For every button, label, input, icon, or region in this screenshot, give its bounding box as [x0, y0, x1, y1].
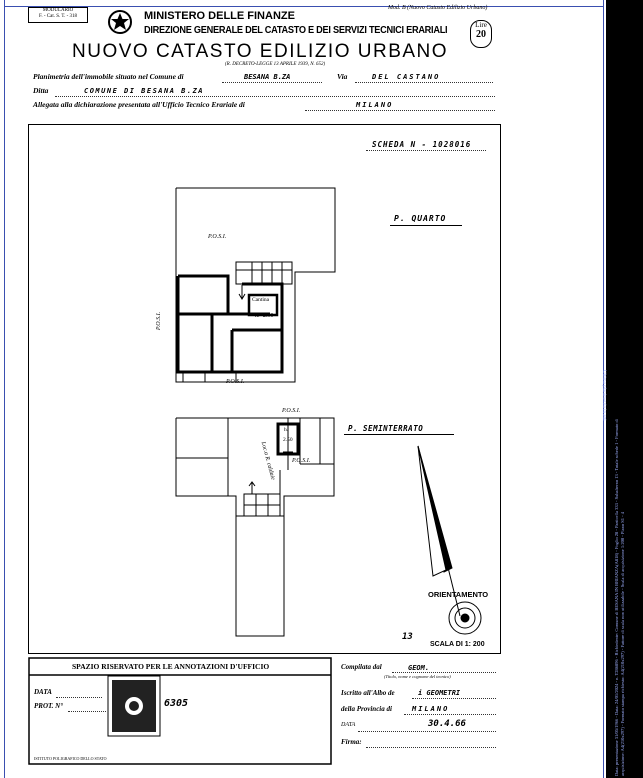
modulario-code: F. - Cat. S. T. - 318 [38, 14, 78, 19]
scheda-number: SCHEDA N - 1028016 [372, 140, 472, 149]
comune-value: BESANA B.ZA [244, 73, 291, 81]
compilata-label: Compilata dal [341, 663, 382, 671]
pos-label-left: P.O.S.I. [156, 311, 163, 331]
planimetria-label: Planimetria dell'immobile situato nel Comune di [33, 72, 184, 81]
printer-label: ISTITUTO POLIGRAFICO DELLO STATO [34, 756, 107, 761]
direction-title: DIREZIONE GENERALE DEL CATASTO E DEI SERVIZI TECNICI ERARIALI [144, 25, 448, 36]
pos-label-semi-mid: P.O.S.I. [292, 458, 311, 464]
provincia-label: della Provincia di [341, 705, 392, 713]
stamp-lire: Lire [475, 21, 487, 29]
iscritto-label: Iscritto all'Albo de [341, 689, 395, 697]
scala-label: SCALA DI 1: 200 [430, 641, 485, 648]
compilata-note: (Titolo, nome e cognome del tecnico) [384, 674, 451, 679]
prot-label: PROT. N° [34, 702, 63, 710]
h2-label: h. [284, 427, 289, 433]
ufficio-value: MILANO [356, 101, 394, 109]
provincia-value: MILANO [412, 705, 450, 713]
law-reference: (R. DECRETO-LEGGE 13 APRILE 1939, N. 652) [225, 62, 326, 67]
altezza-label: h.=2.90 [255, 313, 274, 319]
sidebar-note-wrap [604, 400, 643, 778]
ditta-value: COMUNE DI BESANA B.ZA [84, 87, 205, 95]
cantina-label: Cantina [252, 297, 270, 303]
sidebar-note: Data: presentazione 31/05/1966 - Data: 24/01/2024 - n. T286896 - Richiedente: Comune di BESANA IN BRIANZA(A818) - Foglio 28 - Particella 333 - Subalterno 13 - Totale schede 1 - Formato di acquisizione: A4(210x297) - Formato stampa richiesto: A4(210x297) - Fattore di scala non utilizzabile - Scala di acquisizione 1:200 - Piano S1 - 4 [614, 419, 625, 776]
data2-value: 30.4.66 [428, 719, 466, 729]
firma-label: Firma: [341, 738, 362, 746]
iscritto-value: i GEOMETRI [418, 689, 461, 697]
piano-seminterrato-label: P. SEMINTERRATO [348, 424, 424, 433]
ministry-title: MINISTERO DELLE FINANZE [144, 10, 295, 22]
spazio-label: SPAZIO RISERVATO PER LE ANNOTAZIONI D'UFFICIO [72, 662, 270, 671]
data-label: DATA [34, 688, 52, 696]
ditta-label: Ditta [33, 86, 49, 95]
page-mark: 13 [402, 632, 413, 642]
piano-quarto-label: P. QUARTO [394, 214, 447, 223]
locale-label: Loc.a R. caldaie [259, 441, 276, 481]
h2-value: 2.50 [283, 437, 293, 443]
modulario-label: MODULARIO [42, 8, 74, 13]
compass-icon [449, 602, 481, 634]
compilata-value: GEOM. [408, 664, 430, 672]
data2-label: DATA [341, 722, 356, 728]
pos-label-semi-top: P.O.S.I. [282, 408, 301, 414]
via-value: DEL CASTANO [372, 73, 441, 81]
model-label: Mod. B (Nuovo Catasto Edilizio Urbano) [388, 5, 488, 11]
sidebar-title-wrap [601, 370, 626, 421]
sidebar-title: Ultima planimetria in atti [601, 370, 606, 421]
prot-value: 6305 [164, 698, 189, 709]
orientamento-label: ORIENTAMENTO [428, 590, 489, 599]
allegata-label: Allegata alla dichiarazione presentata all'Ufficio Tecnico Erariale di [33, 100, 245, 109]
pos-label-bottom: P.O.S.I. [226, 379, 245, 385]
via-label: Via [337, 72, 348, 81]
main-title: NUOVO CATASTO EDILIZIO URBANO [72, 41, 449, 62]
pos-label-top: P.O.S.I. [208, 234, 227, 240]
stamp-value: 20 [476, 29, 486, 40]
